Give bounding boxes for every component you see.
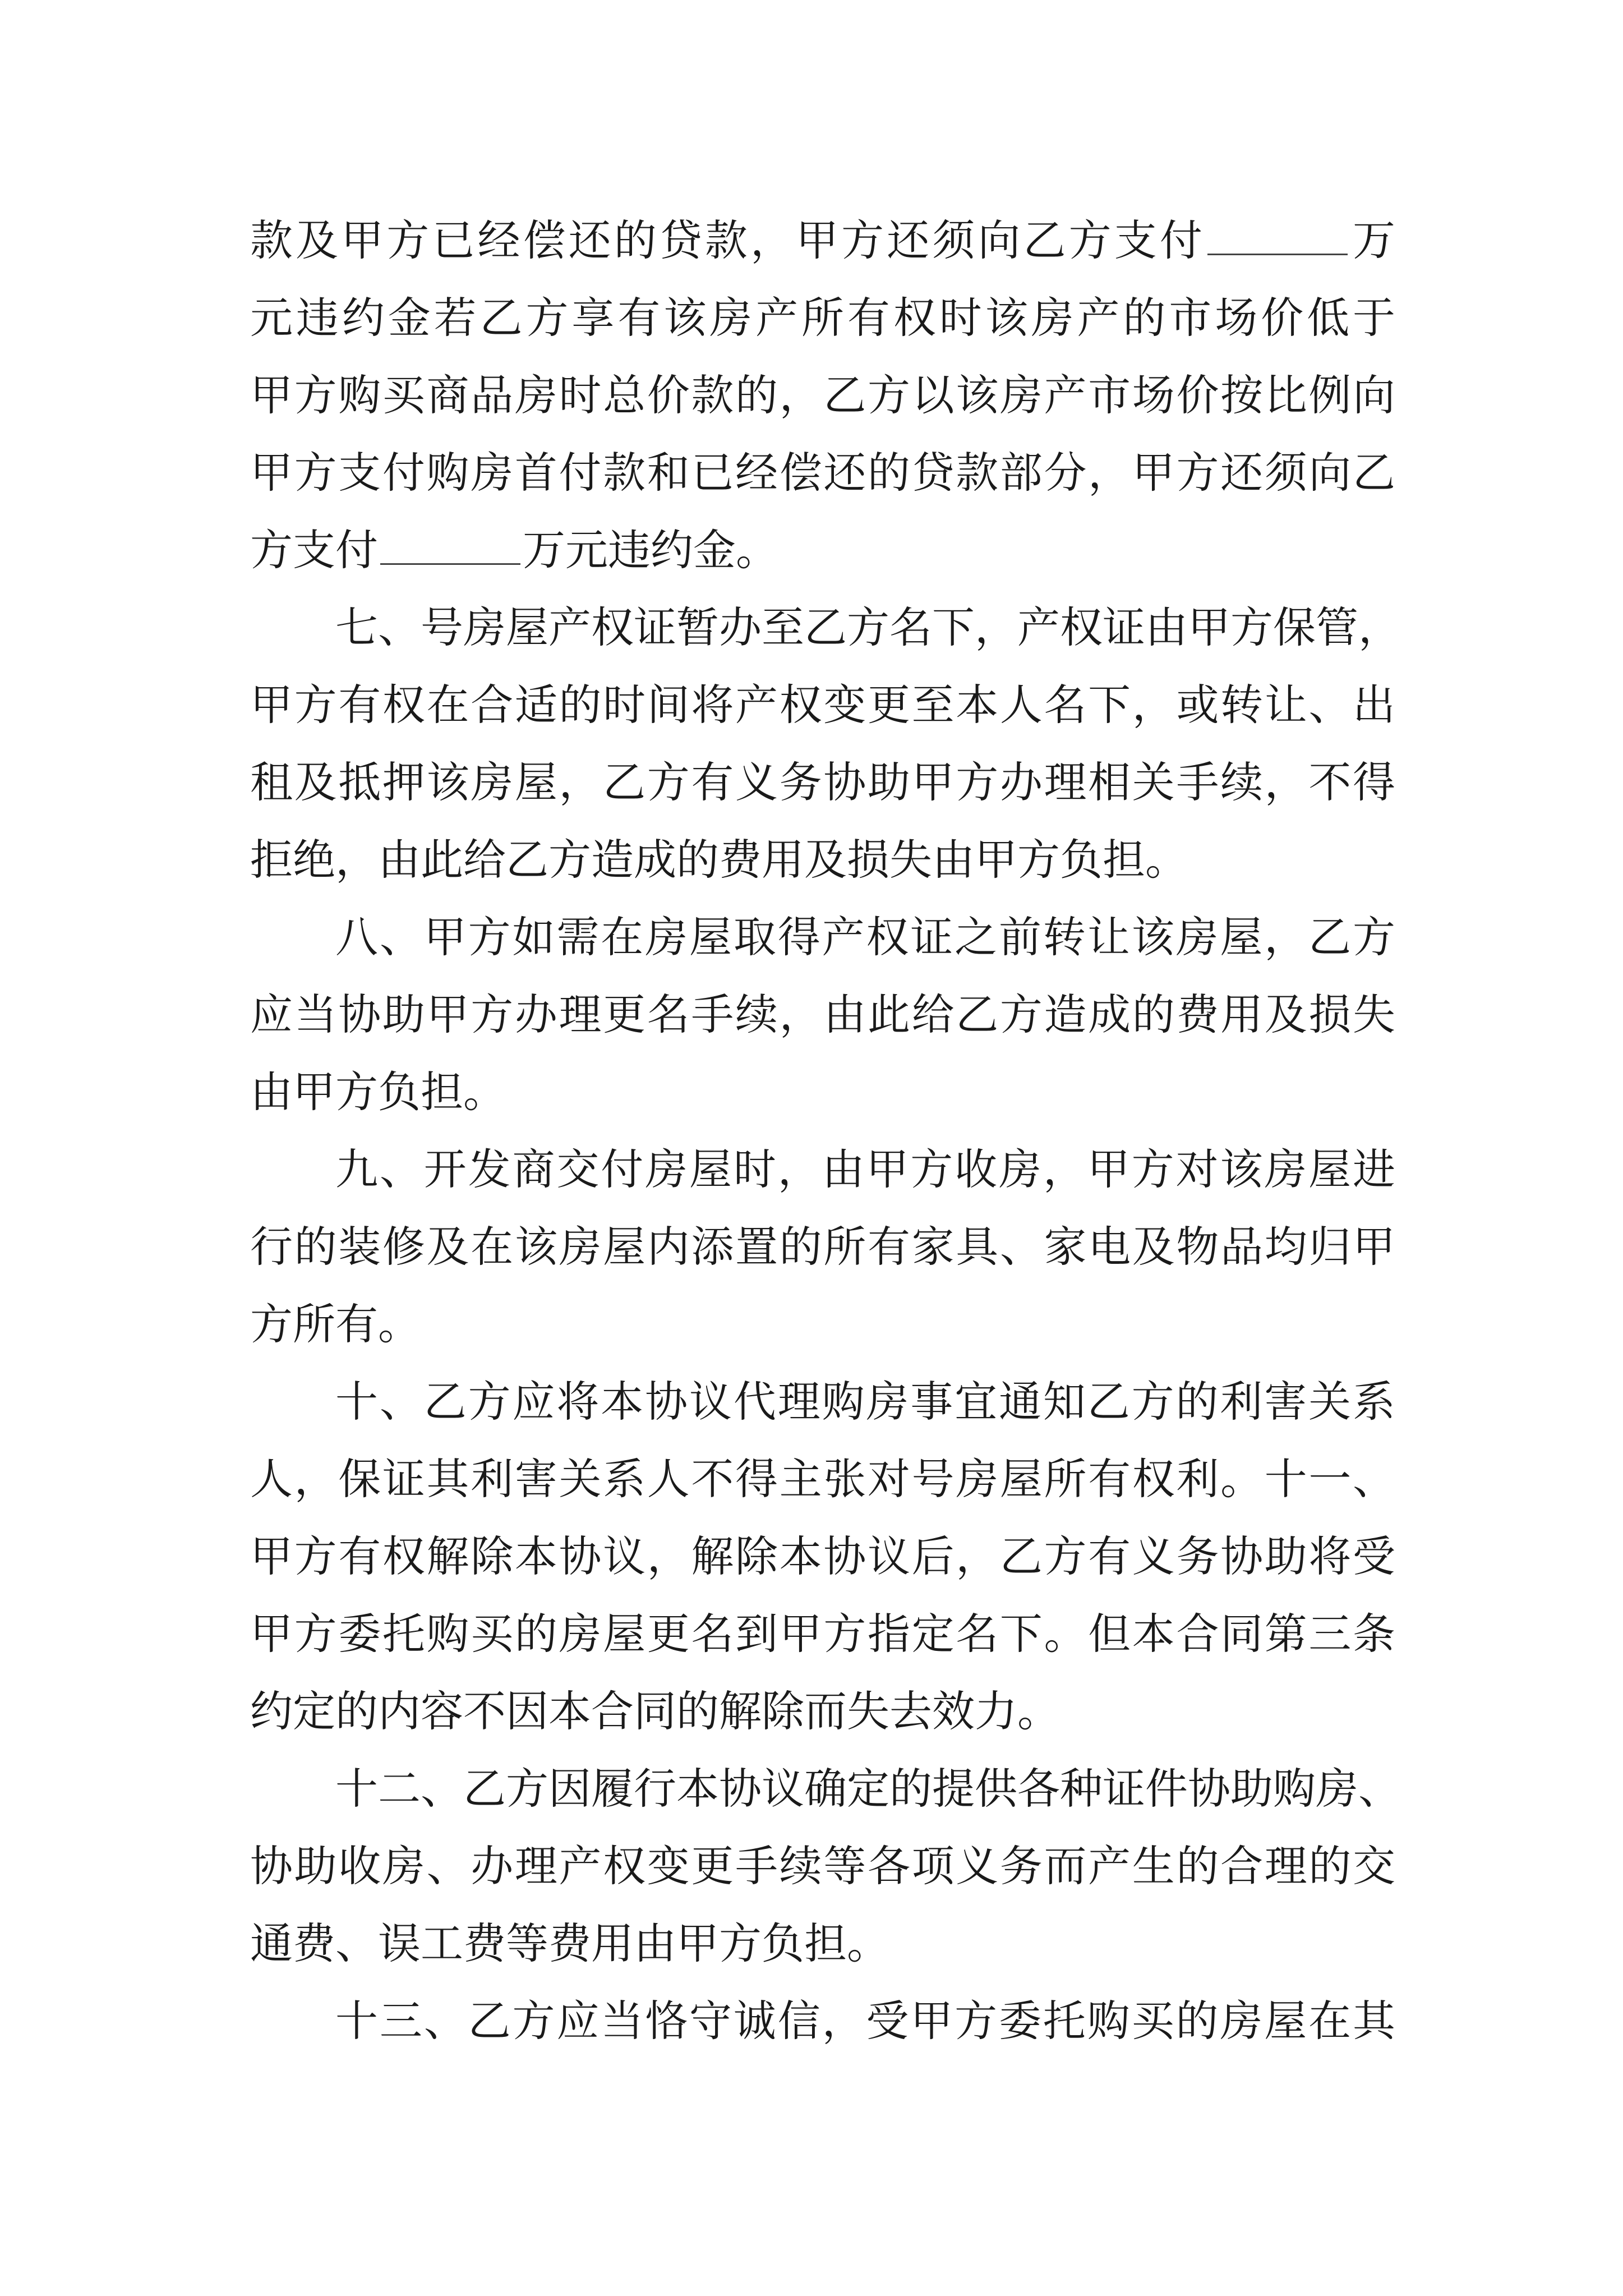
text-line <box>250 1441 1395 1518</box>
text-segment: 甲方有权解除本协议，解除本协议后，乙方有义务协助将受 <box>250 1531 1395 1581</box>
text-line <box>250 1982 1395 2060</box>
text-line <box>250 1286 1395 1363</box>
text-line <box>250 821 1395 899</box>
text-segment: 租及抵押该房屋，乙方有义务协助甲方办理相关手续，不得 <box>250 757 1395 807</box>
text-segment: 甲方有权在合适的时间将产权变更至本人名下，或转让、出 <box>250 680 1395 730</box>
text-segment: 万元违约金。 <box>523 525 778 575</box>
text-line <box>250 279 1395 357</box>
text-segment: 甲方购买商品房时总价款的，乙方以该房产市场价按比例向 <box>250 370 1395 420</box>
text-line <box>250 1053 1395 1131</box>
fill-in-blank <box>1207 214 1348 255</box>
text-segment: 元违约金若乙方享有该房产所有权时该房产的市场价低于 <box>250 293 1395 343</box>
text-line <box>250 1905 1395 1982</box>
text-line <box>250 434 1395 512</box>
text-segment: 款及甲方已经偿还的贷款，甲方还须向乙方支付 <box>250 215 1205 265</box>
text-line <box>250 666 1395 744</box>
text-line <box>250 357 1395 434</box>
text-line <box>250 1595 1395 1673</box>
text-segment: 人，保证其利害关系人不得主张对号房屋所有权利。十一、 <box>250 1454 1395 1504</box>
text-segment: 行的装修及在该房屋内添置的所有家具、家电及物品均归甲 <box>250 1222 1395 1272</box>
contract-text-body <box>250 202 1401 2060</box>
text-line <box>250 1208 1395 1286</box>
text-line <box>250 1518 1395 1595</box>
text-line <box>250 976 1395 1053</box>
text-line <box>250 512 1395 589</box>
text-segment: 协助收房、办理产权变更手续等各项义务而产生的合理的交 <box>250 1841 1395 1891</box>
text-line <box>250 1750 1401 1828</box>
text-segment: 约定的内容不因本合同的解除而失去效力。 <box>250 1686 1060 1736</box>
text-segment: 应当协助甲方办理更名手续，由此给乙方造成的费用及损失 <box>250 990 1395 1039</box>
text-segment: 甲方支付购房首付款和已经偿还的贷款部分，甲方还须向乙 <box>250 448 1395 498</box>
text-line <box>250 1828 1395 1905</box>
text-segment: 方支付 <box>250 525 378 575</box>
text-segment: 甲方委托购买的房屋更名到甲方指定名下。但本合同第三条 <box>250 1609 1395 1659</box>
text-line <box>250 1363 1395 1441</box>
text-line <box>250 589 1401 666</box>
text-line <box>250 1673 1395 1750</box>
text-segment: 八、甲方如需在房屋取得产权证之前转让该房屋，乙方 <box>335 912 1395 962</box>
text-segment: 十二、乙方因履行本协议确定的提供各种证件协助购房、 <box>335 1764 1401 1814</box>
text-segment: 由甲方负担。 <box>250 1067 506 1117</box>
text-segment: 拒绝，由此给乙方造成的费用及损失由甲方负担。 <box>250 835 1188 885</box>
text-segment: 九、开发商交付房屋时，由甲方收房，甲方对该房屋进 <box>335 1144 1395 1194</box>
text-line <box>250 899 1395 976</box>
text-line <box>250 202 1395 279</box>
text-segment: 通费、误工费等费用由甲方负担。 <box>250 1918 889 1968</box>
text-line <box>250 744 1395 821</box>
text-segment: 方所有。 <box>250 1299 421 1349</box>
text-line <box>250 1131 1395 1208</box>
fill-in-blank <box>380 524 520 565</box>
text-segment: 十、乙方应将本协议代理购房事宜通知乙方的利害关系 <box>335 1377 1395 1427</box>
text-segment: 十三、乙方应当恪守诚信，受甲方委托购买的房屋在其 <box>335 1996 1395 2046</box>
text-segment: 万 <box>1349 215 1396 265</box>
text-segment: 七、号房屋产权证暂办至乙方名下，产权证由甲方保管， <box>335 602 1401 652</box>
